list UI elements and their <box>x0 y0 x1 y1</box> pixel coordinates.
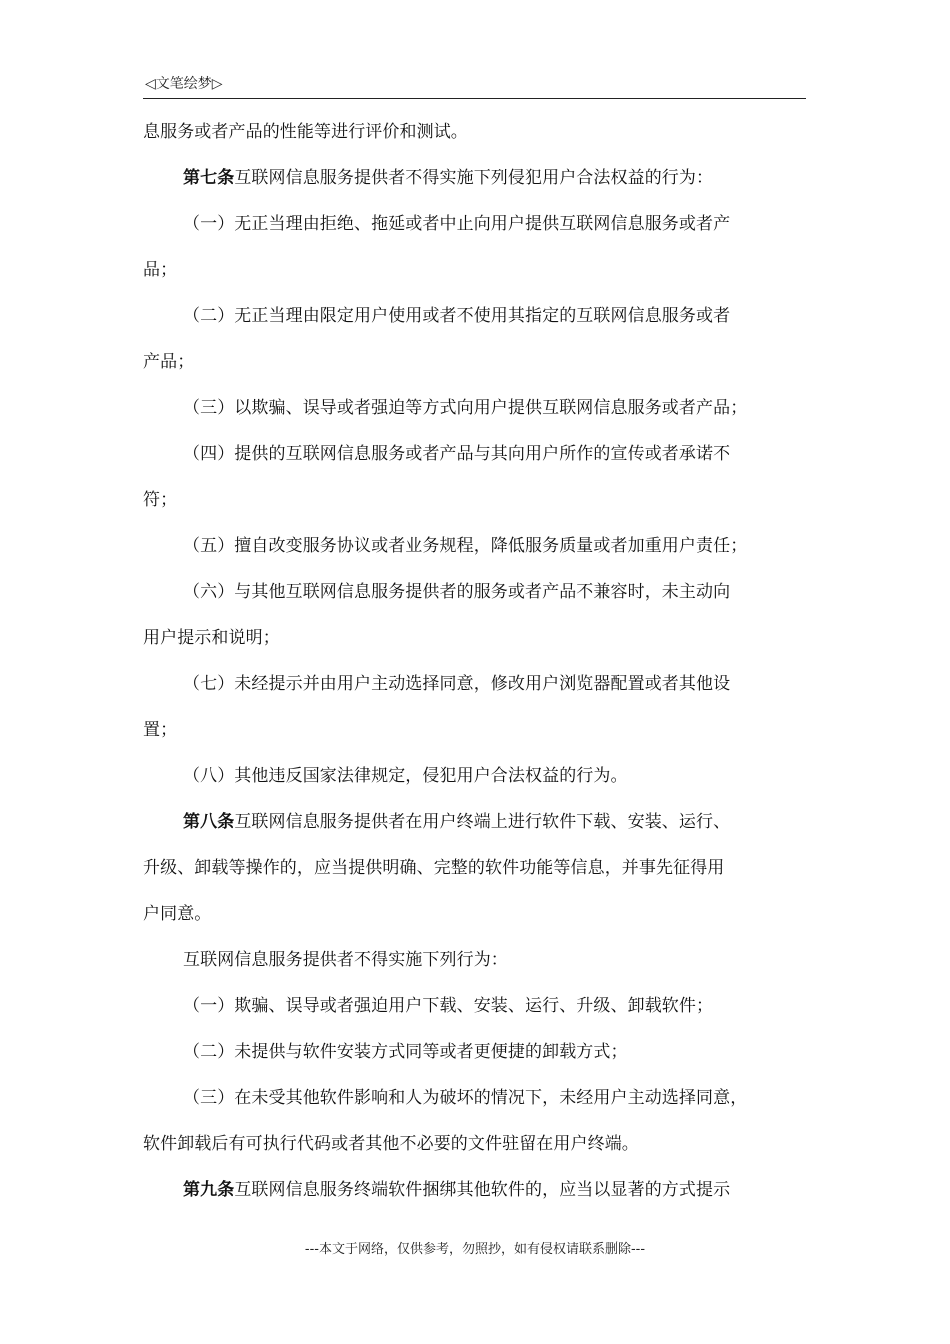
line-text: 品； <box>143 260 178 280</box>
line-text: （六）与其他互联网信息服务提供者的服务或者产品不兼容时，未主动向 <box>183 582 731 602</box>
paragraph-line <box>183 947 508 973</box>
article-8-line <box>183 809 730 835</box>
line-text: 息服务或者产品的性能等进行评价和测试。 <box>143 122 468 142</box>
paragraph-line <box>143 625 280 651</box>
article-heading: 第九条 <box>183 1180 235 1200</box>
list-item-line <box>183 1039 628 1065</box>
line-text: 软件卸载后有可执行代码或者其他不必要的文件驻留在用户终端。 <box>143 1134 639 1154</box>
paragraph-line <box>143 349 194 375</box>
article-9-line <box>183 1177 730 1203</box>
page-footer: ---本文于网络，仅供参考，勿照抄，如有侵权请联系删除--- <box>304 1242 646 1257</box>
paragraph-line <box>143 257 177 283</box>
article-heading: 第七条 <box>183 168 235 188</box>
line-text: （二）无正当理由限定用户使用或者不使用其指定的互联网信息服务或者 <box>183 306 731 326</box>
list-item-line <box>183 763 628 789</box>
article-heading: 第八条 <box>183 812 235 832</box>
list-item-line <box>183 395 747 421</box>
line-text: （二）未提供与软件安装方式同等或者更便捷的卸载方式； <box>183 1042 628 1062</box>
paragraph-line <box>143 855 724 881</box>
header-title: ◁文笔绘梦▷ <box>145 76 223 92</box>
line-text: 用户提示和说明； <box>143 628 280 648</box>
line-text: 互联网信息服务提供者在用户终端上进行软件下载、安装、运行、 <box>234 812 731 832</box>
line-text: 升级、卸载等操作的，应当提供明确、完整的软件功能等信息，并事先征得用 <box>143 858 725 878</box>
line-text: （四）提供的互联网信息服务或者产品与其向用户所作的宣传或者承诺不 <box>183 444 731 464</box>
line-text: 互联网信息服务提供者不得实施下列侵犯用户合法权益的行为： <box>234 168 714 188</box>
list-item-line <box>183 303 730 329</box>
list-item-line <box>183 993 713 1019</box>
line-text: 互联网信息服务终端软件捆绑其他软件的，应当以显著的方式提示 <box>234 1180 731 1200</box>
list-item-line <box>183 533 747 559</box>
line-text: 产品； <box>143 352 195 372</box>
paragraph-line <box>143 1131 639 1157</box>
list-item-line <box>183 211 730 237</box>
line-text: （一）欺骗、误导或者强迫用户下载、安装、运行、升级、卸载软件； <box>183 996 714 1016</box>
paragraph-line <box>143 487 177 513</box>
line-text: （一）无正当理由拒绝、拖延或者中止向用户提供互联网信息服务或者产 <box>183 214 731 234</box>
line-text: （七）未经提示并由用户主动选择同意，修改用户浏览器配置或者其他设 <box>183 674 731 694</box>
list-item-line <box>183 1085 747 1111</box>
paragraph-line <box>143 119 468 145</box>
line-text: 户同意。 <box>143 904 212 924</box>
line-text: 互联网信息服务提供者不得实施下列行为： <box>183 950 508 970</box>
line-text: 置； <box>143 720 178 740</box>
line-text: 符； <box>143 490 178 510</box>
paragraph-line <box>143 717 177 743</box>
list-item-line <box>183 579 730 605</box>
line-text: （八）其他违反国家法律规定，侵犯用户合法权益的行为。 <box>183 766 628 786</box>
article-7-line <box>183 165 713 191</box>
paragraph-line <box>143 901 211 927</box>
line-text: （三）在未受其他软件影响和人为破坏的情况下，未经用户主动选择同意， <box>183 1088 748 1108</box>
line-text: （三）以欺骗、误导或者强迫等方式向用户提供互联网信息服务或者产品； <box>183 398 748 418</box>
list-item-line <box>183 671 730 697</box>
line-text: （五）擅自改变服务协议或者业务规程，降低服务质量或者加重用户责任； <box>183 536 748 556</box>
list-item-line <box>183 441 730 467</box>
